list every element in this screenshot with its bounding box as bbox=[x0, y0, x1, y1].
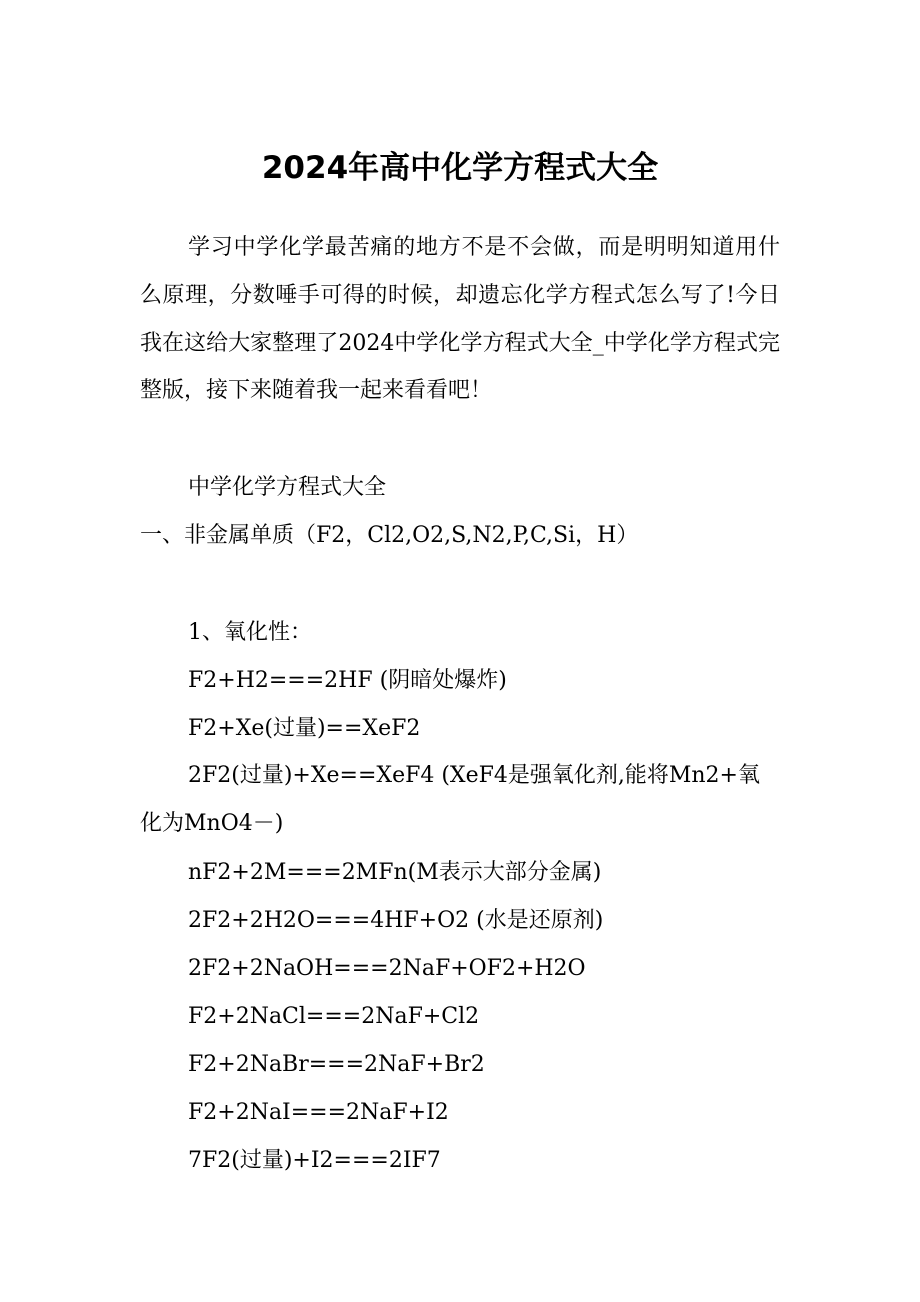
equation-line: F2+2NaBr===2NaF+Br2 bbox=[188, 1052, 485, 1077]
equation-line: nF2+2M===2MFn(M表示大部分金属) bbox=[188, 860, 602, 885]
equation-line: F2+H2===2HF (阴暗处爆炸) bbox=[188, 668, 507, 693]
equation-line: 2F2+2H2O===4HF+O2 (水是还原剂) bbox=[188, 908, 604, 933]
intro-paragraph: 学习中学化学最苦痛的地方不是不会做，而是明明知道用什么原理，分数唾手可得的时候，却遗忘化学方程式怎么写了!今日我在这给大家整理了2024中学化学方程式大全_中学化学方程式完整版，接下来随着我一起来看看吧！ bbox=[140, 235, 780, 404]
subsection-heading: 一、非金属单质（F2，Cl2,O2,S,N2,P,C,Si，H） bbox=[140, 523, 639, 548]
equation-line: 2F2+2NaOH===2NaF+OF2+H2O bbox=[188, 956, 586, 981]
equation-line: F2+Xe(过量)==XeF2 bbox=[188, 716, 421, 741]
equation-line: 2F2(过量)+Xe==XeF4 (XeF4是强氧化剂,能将Mn2+氧化为MnO4－) bbox=[140, 763, 760, 836]
equation-line: F2+2NaI===2NaF+I2 bbox=[188, 1100, 449, 1125]
document-title: 2024年高中化学方程式大全 bbox=[261, 150, 659, 186]
equation-line: 7F2(过量)+I2===2IF7 bbox=[188, 1148, 441, 1173]
item-heading: 1、氧化性： bbox=[188, 620, 312, 645]
section-heading: 中学化学方程式大全 bbox=[188, 475, 387, 500]
equation-line: F2+2NaCl===2NaF+Cl2 bbox=[188, 1004, 480, 1029]
